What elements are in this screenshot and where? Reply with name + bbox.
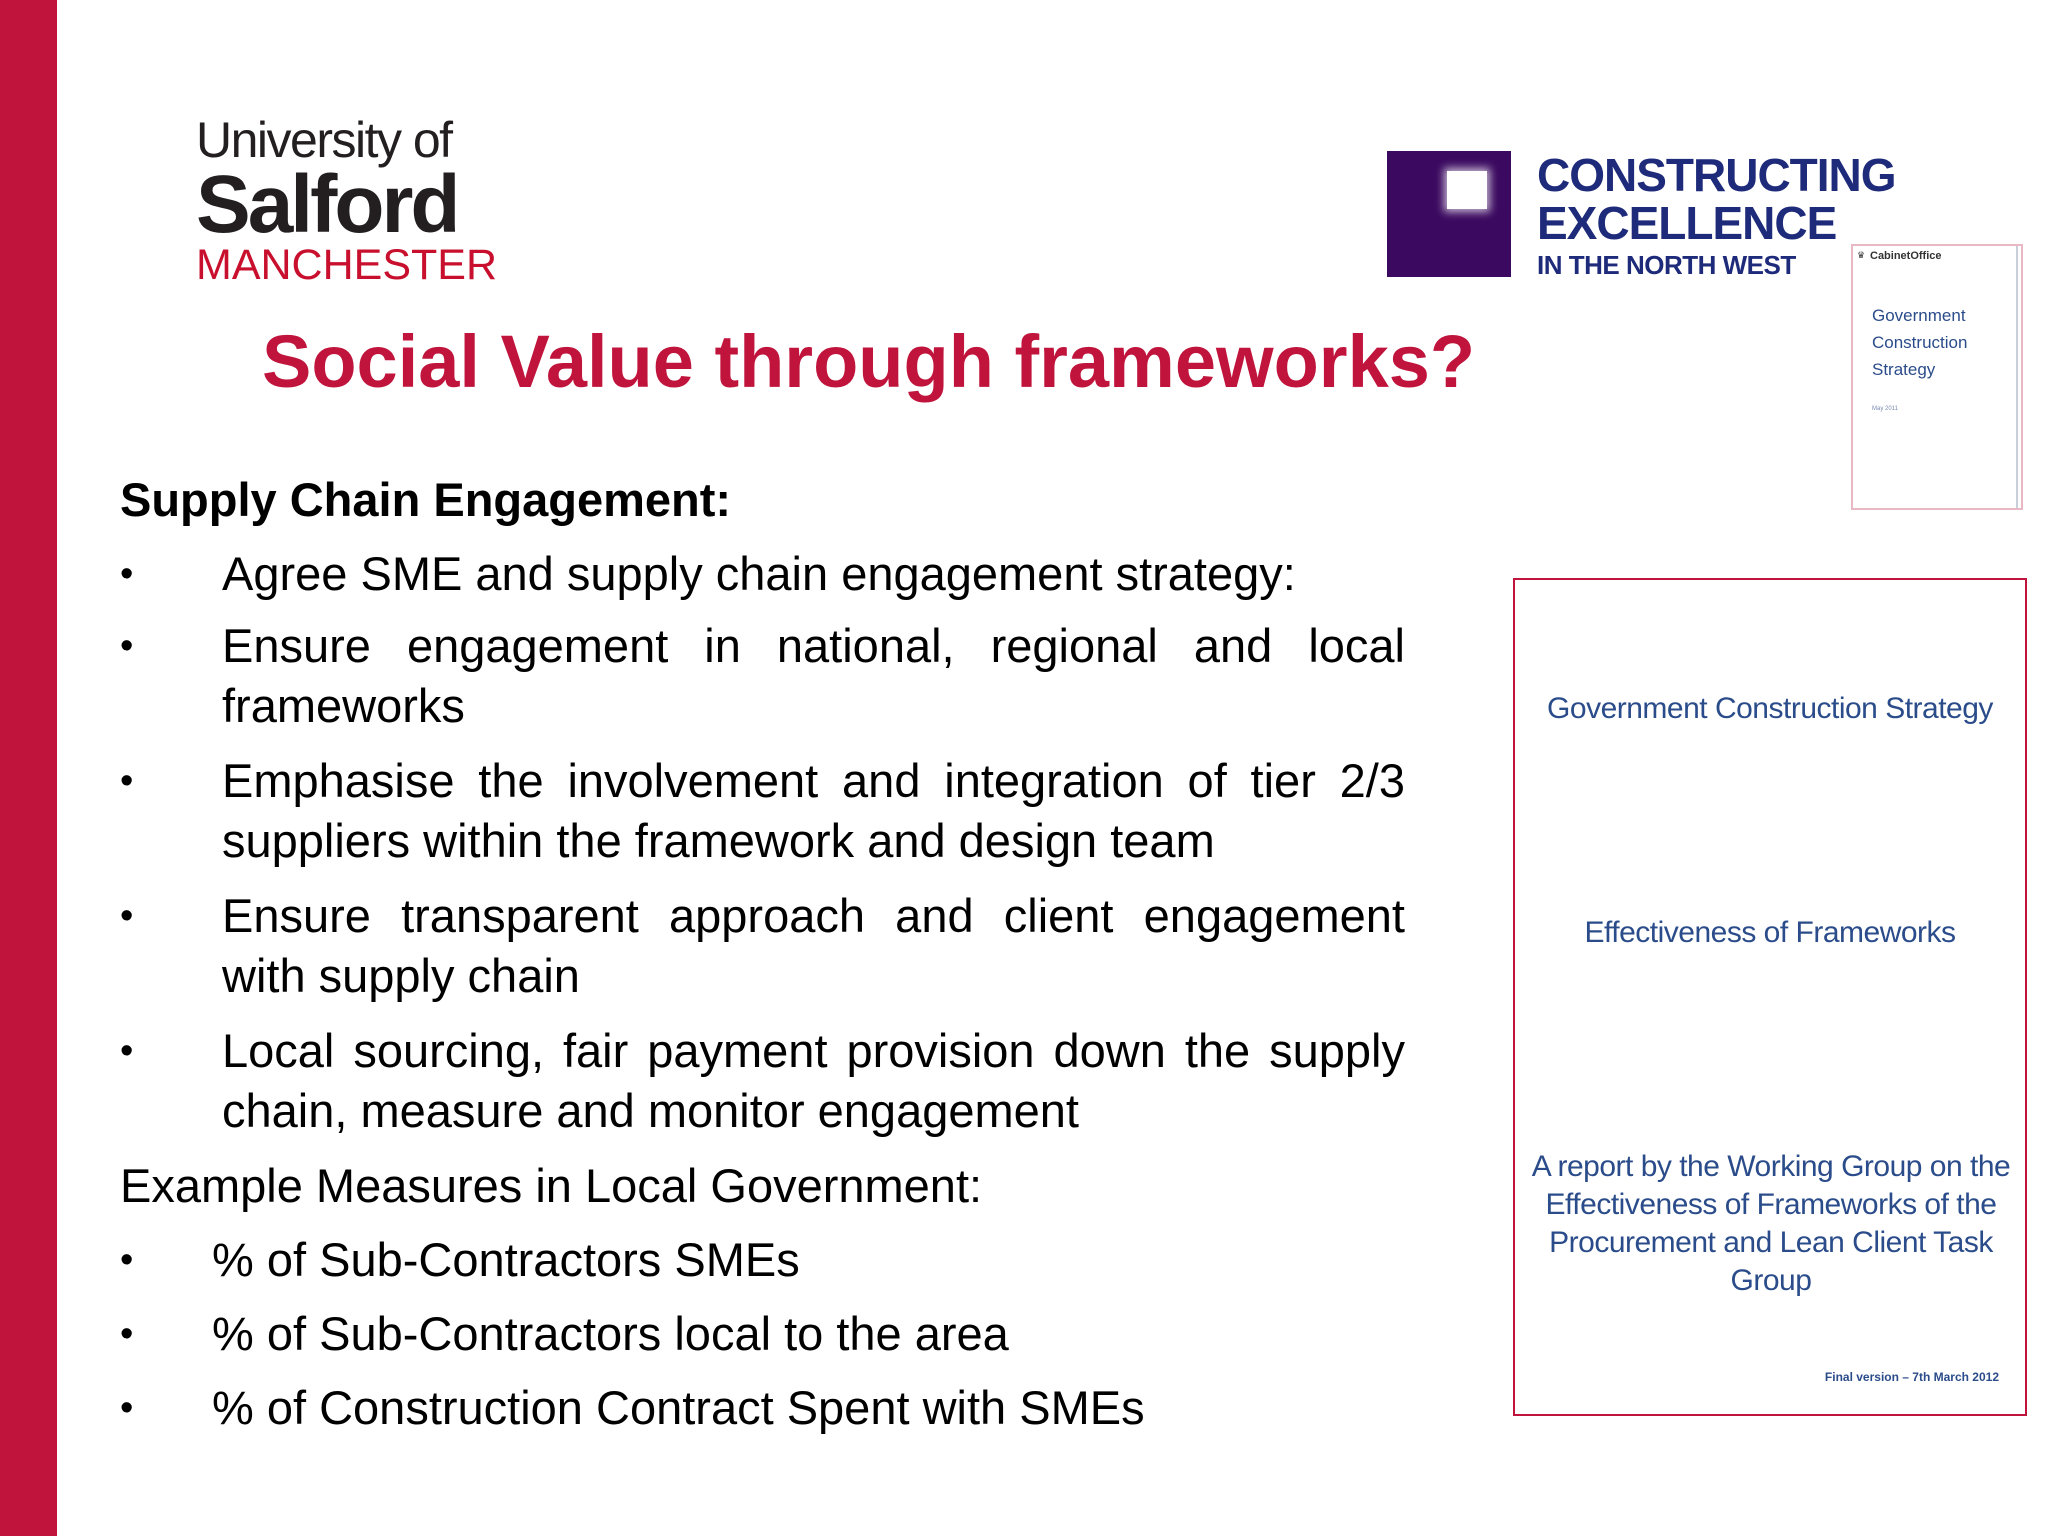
- report-version: Final version – 7th March 2012: [1824, 1370, 1999, 1384]
- cabinet-office-label: CabinetOffice: [1870, 250, 1942, 262]
- ce-logo-square-icon: [1387, 151, 1511, 277]
- report-description: A report by the Working Group on the Effectiveness of Frameworks of the Procurement and Lean Client Task Group: [1531, 1150, 2011, 1297]
- bullet-icon: •: [120, 1387, 134, 1429]
- bullet-text: Local sourcing, fair payment provision down the supply chain, measure and monitor engagement: [222, 1024, 1405, 1137]
- report-subtitle: Effectiveness of Frameworks: [1584, 916, 1956, 949]
- supply-chain-heading: Supply Chain Engagement:: [120, 473, 732, 526]
- small-doc-title-line: Construction: [1872, 333, 1968, 352]
- measure-text: % of Construction Contract Spent with SMEs: [212, 1381, 1145, 1434]
- university-of-salford-logo: [196, 112, 496, 288]
- slide-title: Social Value through frameworks?: [262, 320, 1476, 403]
- measure-text: % of Sub-Contractors SMEs: [212, 1233, 800, 1286]
- document-edge-rule: [2016, 246, 2018, 508]
- measure-text: % of Sub-Contractors local to the area: [212, 1307, 1009, 1360]
- bullet-text: Emphasise the involvement and integration of tier 2/3 suppliers within the framework and design team: [222, 754, 1405, 867]
- bullet-icon: •: [120, 760, 134, 802]
- left-accent-bar: [0, 0, 57, 1536]
- bullet-icon: •: [120, 1239, 134, 1281]
- ce-logo-line-constructing: CONSTRUCTING: [1537, 149, 1896, 201]
- ce-logo-inner-square: [1447, 171, 1487, 209]
- bullet-text: Ensure engagement in national, regional and local frameworks: [222, 619, 1405, 732]
- bullet-text: Agree SME and supply chain engagement strategy:: [222, 547, 1296, 600]
- ce-logo-wordmark: [1537, 151, 1896, 281]
- bullet-icon: •: [120, 553, 134, 595]
- ce-logo-line-north-west: IN THE NORTH WEST: [1537, 250, 1796, 280]
- crest-icon: ♛: [1857, 250, 1866, 260]
- ce-logo-line-excellence: EXCELLENCE: [1537, 197, 1837, 249]
- bullet-icon: •: [120, 895, 134, 937]
- small-doc-date: May 2011: [1872, 406, 1898, 412]
- bullet-text: Ensure transparent approach and client engagement with supply chain: [222, 889, 1405, 1002]
- bullet-icon: •: [120, 1030, 134, 1072]
- government-construction-strategy-thumbnail: [1851, 244, 2023, 510]
- logo-line-university-of: University of: [196, 112, 452, 168]
- measures-heading: Example Measures in Local Government:: [120, 1159, 983, 1212]
- logo-line-salford: Salford: [196, 159, 458, 250]
- report-title: Government Construction Strategy: [1547, 692, 1993, 725]
- bullet-icon: •: [120, 1313, 134, 1355]
- small-doc-title-line: Government: [1872, 306, 1966, 325]
- logo-line-manchester: MANCHESTER: [196, 241, 498, 289]
- small-doc-title-line: Strategy: [1872, 360, 1936, 379]
- small-doc-title: [1872, 302, 2002, 383]
- bullet-icon: •: [120, 625, 134, 667]
- constructing-excellence-logo: [1387, 151, 1907, 279]
- effectiveness-of-frameworks-report-cover: [1513, 578, 2027, 1416]
